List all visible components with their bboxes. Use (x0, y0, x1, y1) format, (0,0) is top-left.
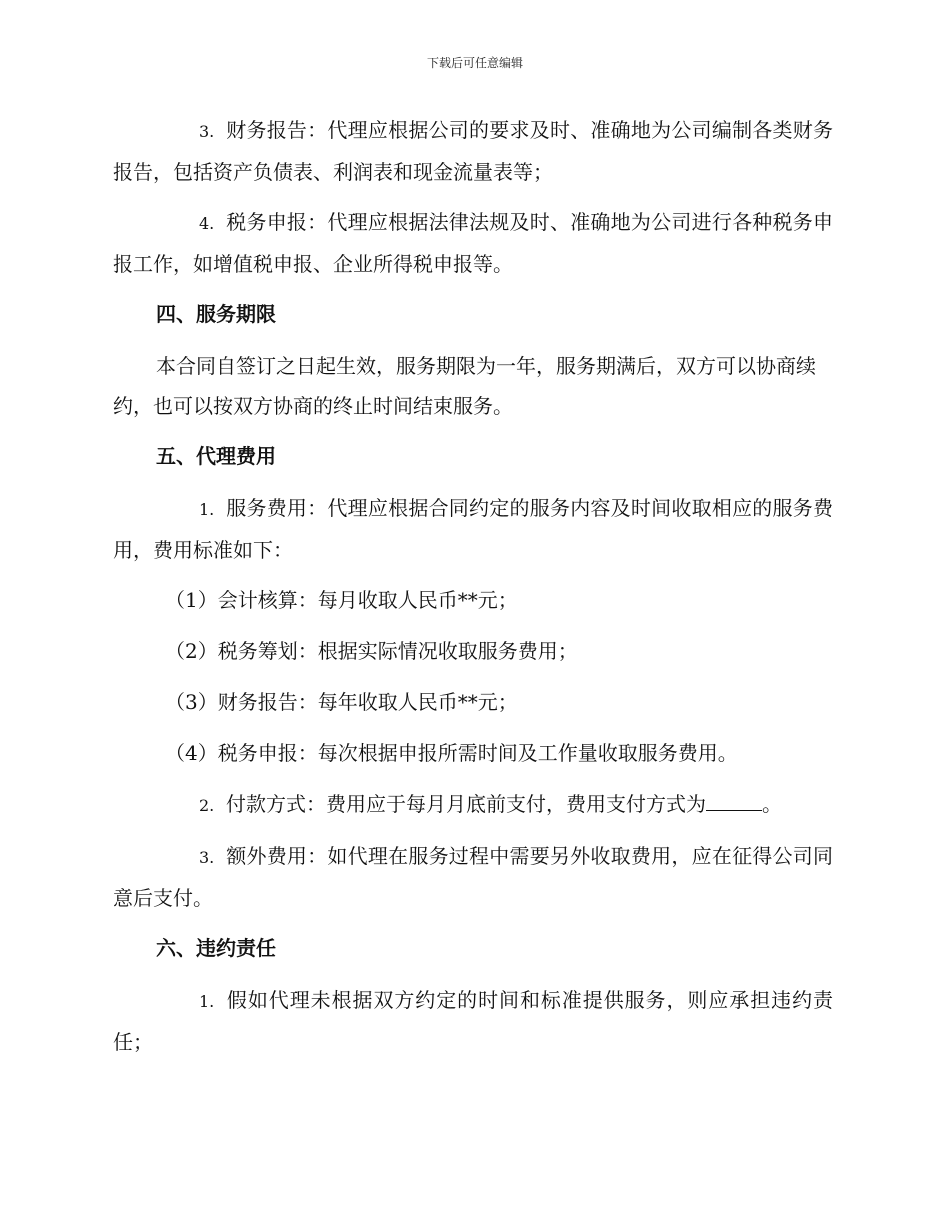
fee-item-2: （2）税务筹划：根据实际情况收取服务费用； (165, 639, 578, 663)
clause-1-breach (113, 980, 833, 1062)
clause-number: 3. (199, 122, 215, 141)
clause-text: 付款方式：费用应于每月月底前支付，费用支付方式为 (226, 792, 706, 816)
service-term-paragraph: 本合同自签订之日起生效，服务期限为一年，服务期满后，双方可以协商续约，也可以按双方协商的终止时间结束服务。 (113, 354, 816, 418)
fee-item-3: （3）财务报告：每年收取人民币**元； (165, 690, 518, 714)
clause-text: 额外费用：如代理在服务过程中需要另外收取费用，应在征得公司同意后支付。 (113, 844, 833, 910)
fee-item-1: （1）会计核算：每月收取人民币**元； (165, 588, 518, 612)
clause-text: 税务申报：代理应根据法律法规及时、准确地为公司进行各种税务申报工作，如增值税申报、企业所得税申报等。 (113, 210, 833, 276)
section-heading-agency-fees: 五、代理费用 (156, 444, 276, 468)
section-heading-breach-liability: 六、违约责任 (156, 936, 276, 960)
page-header: 下载后可任意编辑 (426, 56, 523, 70)
clause-3-financial-report (113, 110, 833, 192)
clause-1-service-fees (113, 488, 833, 570)
fee-item-4: （4）税务申报：每次根据申报所需时间及工作量收取服务费用。 (165, 741, 738, 765)
clause-text: 服务费用：代理应根据合同约定的服务内容及时间收取相应的服务费用，费用标准如下： (113, 496, 833, 562)
clause-text-end: 。 (762, 792, 782, 816)
clause-number: 3. (199, 848, 215, 867)
fill-in-blank[interactable] (706, 792, 762, 811)
clause-number: 2. (199, 796, 215, 815)
clause-4-tax-filing (113, 202, 833, 284)
clause-text: 财务报告：代理应根据公司的要求及时、准确地为公司编制各类财务报告，包括资产负债表、利润表和现金流量表等； (113, 118, 833, 184)
clause-text: 假如代理未根据双方约定的时间和标准提供服务，则应承担违约责任； (113, 988, 833, 1054)
clause-3-extra-fees (113, 836, 833, 918)
clause-number: 1. (199, 992, 215, 1011)
document-body (113, 110, 833, 1072)
clause-number: 1. (199, 500, 215, 519)
clause-number: 4. (199, 214, 215, 233)
clause-2-payment-method (113, 784, 833, 826)
section-heading-service-term: 四、服务期限 (156, 302, 276, 326)
